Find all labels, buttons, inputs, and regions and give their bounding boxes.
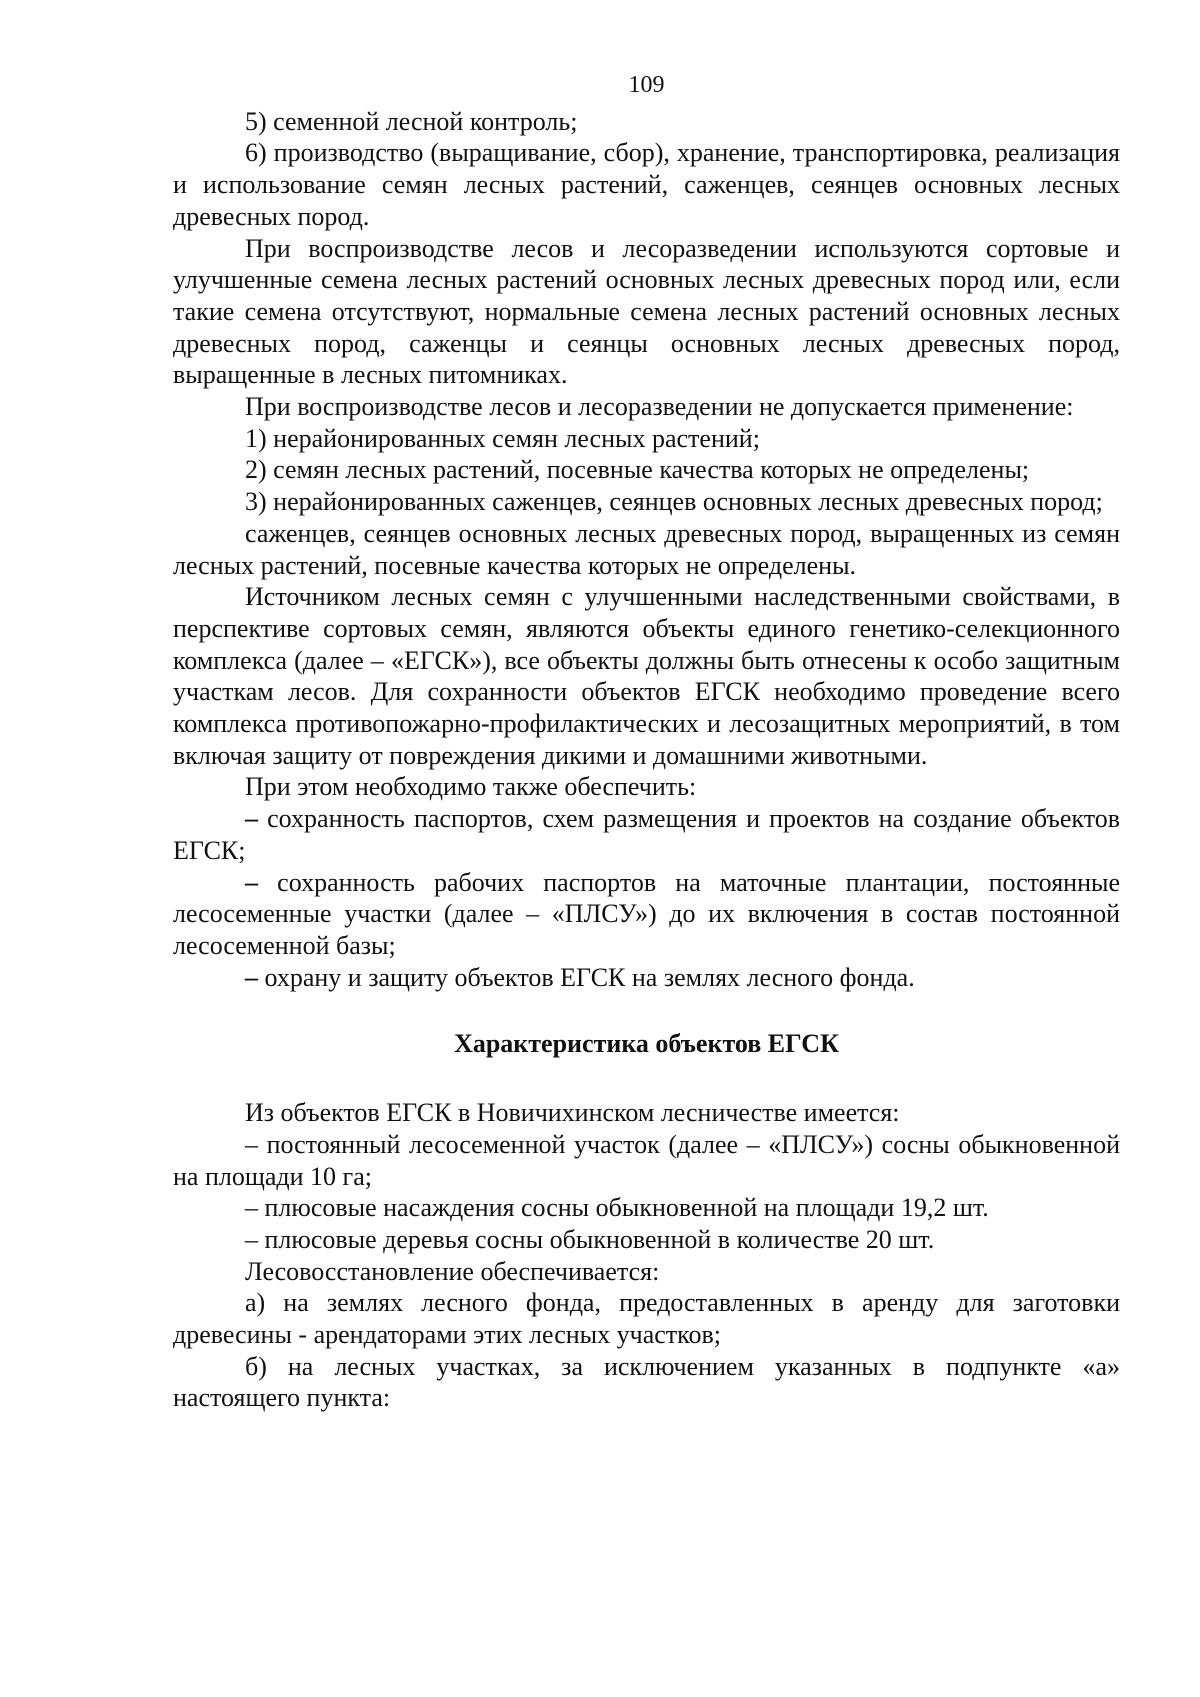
bullet-passports (173, 803, 1120, 866)
list-item-1: 1) нерайонированных семян лесных растений; (245, 423, 760, 453)
bullet-work-passports (173, 867, 1120, 962)
paragraph-egsk-source: Источником лесных семян с улучшенными наследственными свойствами, в перспективе сортовых семян, являются объекты единого генетико-селекционного комплекса (далее – «ЕГСК»), все объекты должны быть отнесены к особо защитным участкам лесов. Для сохранности объектов ЕГСК необходимо проведение всего комплекса противопожарно-профилактических и лесозащитных мероприятий, в том включая защиту от повреждения дикими и домашними животными. (173, 582, 1120, 770)
bullet-text: сохранность рабочих паспортов на маточные плантации, постоянные лесосеменные участки (далее – «ПЛСУ») до их включения в состав постоянной лесосеменной базы; (173, 867, 1120, 960)
paragraph-ensure: При этом необходимо также обеспечить: (245, 772, 697, 802)
list-item-plus-stands: – плюсовые насаждения сосны обыкновенной на площади 19,2 шт. (245, 1193, 989, 1223)
bullet-protection (173, 962, 1120, 994)
paragraph-varietal-seeds: При воспроизводстве лесов и лесоразведении используются сортовые и улучшенные семена лесных растений основных лесных древесных пород или, если такие семена отсутствуют, нормальные семена лесных растений основных лесных древесных пород, саженцы и сеянцы основных лесных древесных пород, выращенные в лесных питомниках. (173, 233, 1120, 390)
dash-mark: – (245, 867, 258, 897)
paragraph-not-allowed: При воспроизводстве лесов и лесоразведении не допускается применение: (245, 392, 1074, 422)
paragraph-production: 6) производство (выращивание, сбор), хранение, транспортировка, реализация и использование семян лесных растений, саженцев, сеянцев основных лесных древесных пород. (173, 138, 1120, 231)
list-item-a: а) на землях лесного фонда, предоставленных в аренду для заготовки древесины - арендаторами этих лесных участков; (173, 1288, 1120, 1350)
paragraph-egsk-objects: Из объектов ЕГСК в Новичихинском лесничестве имеется: (245, 1098, 900, 1128)
page-number: 109 (628, 72, 665, 98)
section-heading: Характеристика объектов ЕГСК (454, 1029, 839, 1059)
list-item-plsu: – постоянный лесосеменной участок (далее – «ПЛСУ») сосны обыкновенной на площади 10 га; (173, 1129, 1120, 1191)
dash-mark: – (245, 804, 258, 834)
paragraph-reforestation: Лесовосстановление обеспечивается: (245, 1256, 660, 1286)
list-item-b: б) на лесных участках, за исключением указанных в подпункте «а» настоящего пункта: (173, 1351, 1120, 1413)
paragraph-seed-control: 5) семенной лесной контроль; (245, 106, 578, 136)
dash-mark: – (245, 962, 258, 992)
list-item-3: 3) нерайонированных саженцев, сеянцев основных лесных древесных пород; (245, 487, 1103, 517)
document-page (173, 70, 1120, 1414)
bullet-text: сохранность паспортов, схем размещения и проектов на создание объектов ЕГСК; (173, 804, 1120, 865)
bullet-text: охрану и защиту объектов ЕГСК на землях лесного фонда. (258, 962, 915, 992)
list-item-plus-trees: – плюсовые деревья сосны обыкновенной в количестве 20 шт. (245, 1224, 935, 1254)
list-item-2: 2) семян лесных растений, посевные качества которых не определены; (245, 455, 1030, 485)
paragraph-seedlings: саженцев, сеянцев основных лесных древесных пород, выращенных из семян лесных растений, посевные качества которых не определены. (173, 518, 1120, 580)
